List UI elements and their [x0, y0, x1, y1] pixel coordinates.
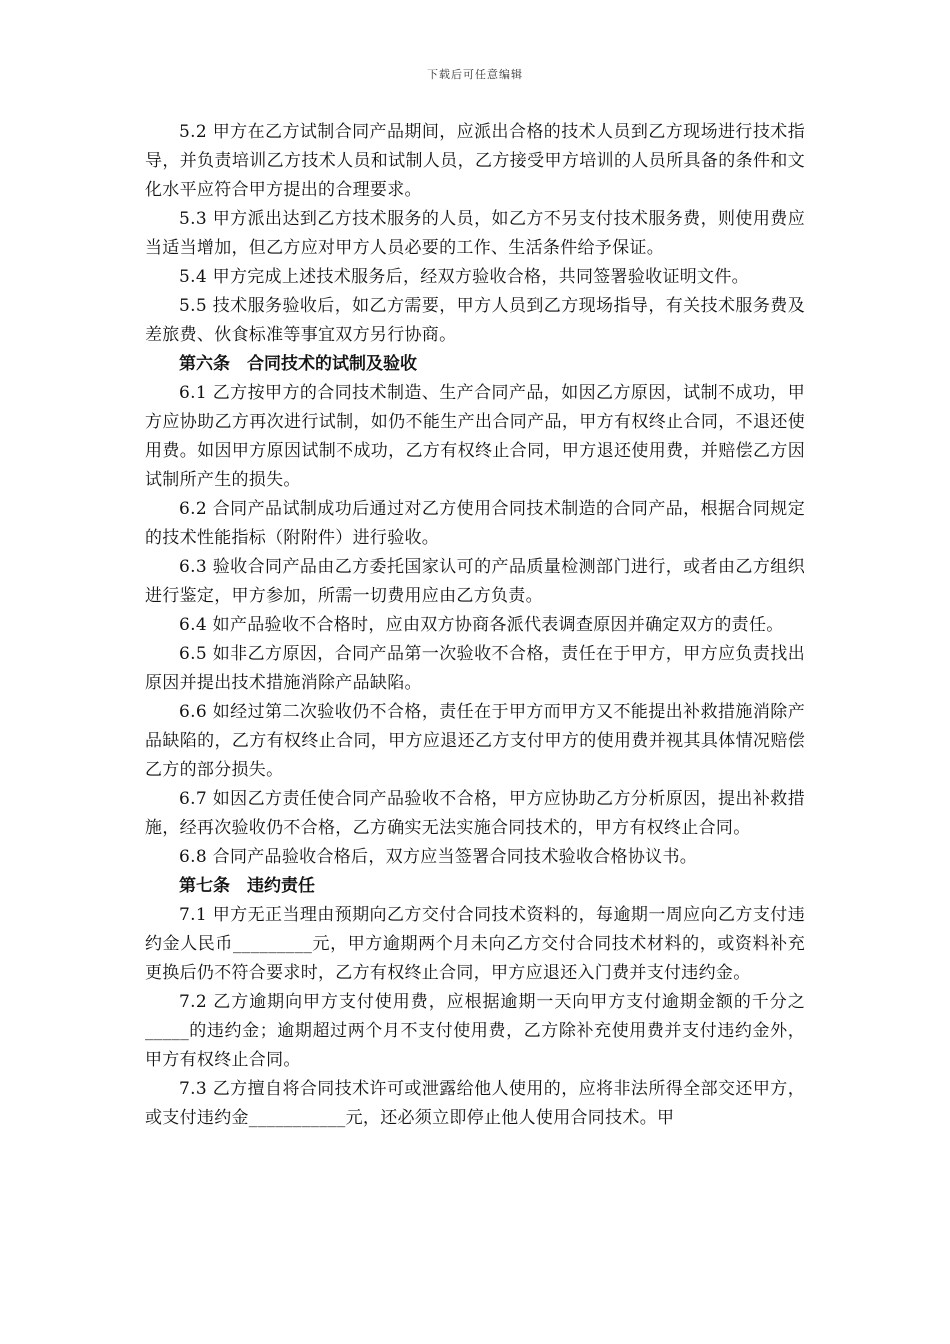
clause-5-3: 5.3 甲方派出达到乙方技术服务的人员，如乙方不另支付技术服务费，则使用费应当适当增加，但乙方应对甲方人员必要的工作、生活条件给予保证。 [145, 209, 805, 258]
clause-7-2: 7.2 乙方逾期向甲方支付使用费，应根据逾期一天向甲方支付逾期金额的千分之_____的违约金；逾期超过两个月不支付使用费，乙方除补充使用费并支付违约金外，甲方有权终止合同。 [145, 992, 805, 1070]
clause-6-8: 6.8 合同产品验收合格后，双方应当签署合同技术验收合格协议书。 [179, 847, 698, 867]
clause-6-4: 6.4 如产品验收不合格时，应由双方协商各派代表调查原因并确定双方的责任。 [179, 615, 784, 635]
article-7-heading: 第七条 违约责任 [179, 876, 315, 896]
clause-5-4: 5.4 甲方完成上述技术服务后，经双方验收合格，共同签署验收证明文件。 [179, 267, 749, 287]
clause-7-3: 7.3 乙方擅自将合同技术许可或泄露给他人使用的，应将非法所得全部交还甲方，或支付违约金___________元，还必须立即停止他人使用合同技术。甲 [145, 1079, 805, 1128]
clause-6-1: 6.1 乙方按甲方的合同技术制造、生产合同产品，如因乙方原因，试制不成功，甲方应协助乙方再次进行试制，如仍不能生产出合同产品，甲方有权终止合同，不退还使用费。如因甲方原因试制不成功，乙方有权终止合同，甲方退还使用费，并赔偿乙方因试制所产生的损失。 [145, 383, 805, 490]
clause-7-1: 7.1 甲方无正当理由预期向乙方交付合同技术资料的，每逾期一周应向乙方支付违约金人民币_________元，甲方逾期两个月未向乙方交付合同技术材料的，或资料补充更换后仍不符合要求时，乙方有权终止合同，甲方应退还入门费并支付违约金。 [145, 905, 805, 983]
clause-6-5: 6.5 如非乙方原因，合同产品第一次验收不合格，责任在于甲方，甲方应负责找出原因并提出技术措施消除产品缺陷。 [145, 644, 805, 693]
clause-6-6: 6.6 如经过第二次验收仍不合格，责任在于甲方而甲方又不能提出补救措施消除产品缺陷的，乙方有权终止合同，甲方应退还乙方支付甲方的使用费并视其具体情况赔偿乙方的部分损失。 [145, 702, 805, 780]
clause-6-2: 6.2 合同产品试制成功后通过对乙方使用合同技术制造的合同产品，根据合同规定的技术性能指标（附附件）进行验收。 [145, 499, 805, 548]
clause-6-3: 6.3 验收合同产品由乙方委托国家认可的产品质量检测部门进行，或者由乙方组织进行鉴定，甲方参加，所需一切费用应由乙方负责。 [145, 557, 805, 606]
article-6-heading: 第六条 合同技术的试制及验收 [179, 354, 417, 374]
document-body [145, 118, 805, 1133]
clause-6-7: 6.7 如因乙方责任使合同产品验收不合格，甲方应协助乙方分析原因，提出补救措施，经再次验收仍不合格，乙方确实无法实施合同技术的，甲方有权终止合同。 [145, 789, 805, 838]
clause-5-2: 5.2 甲方在乙方试制合同产品期间，应派出合格的技术人员到乙方现场进行技术指导，并负责培训乙方技术人员和试制人员，乙方接受甲方培训的人员所具备的条件和文化水平应符合甲方提出的合理要求。 [145, 122, 805, 200]
clause-5-5: 5.5 技术服务验收后，如乙方需要，甲方人员到乙方现场指导，有关技术服务费及差旅费、伙食标准等事宜双方另行协商。 [145, 296, 805, 345]
page-header: 下载后可任意编辑 [427, 68, 523, 81]
